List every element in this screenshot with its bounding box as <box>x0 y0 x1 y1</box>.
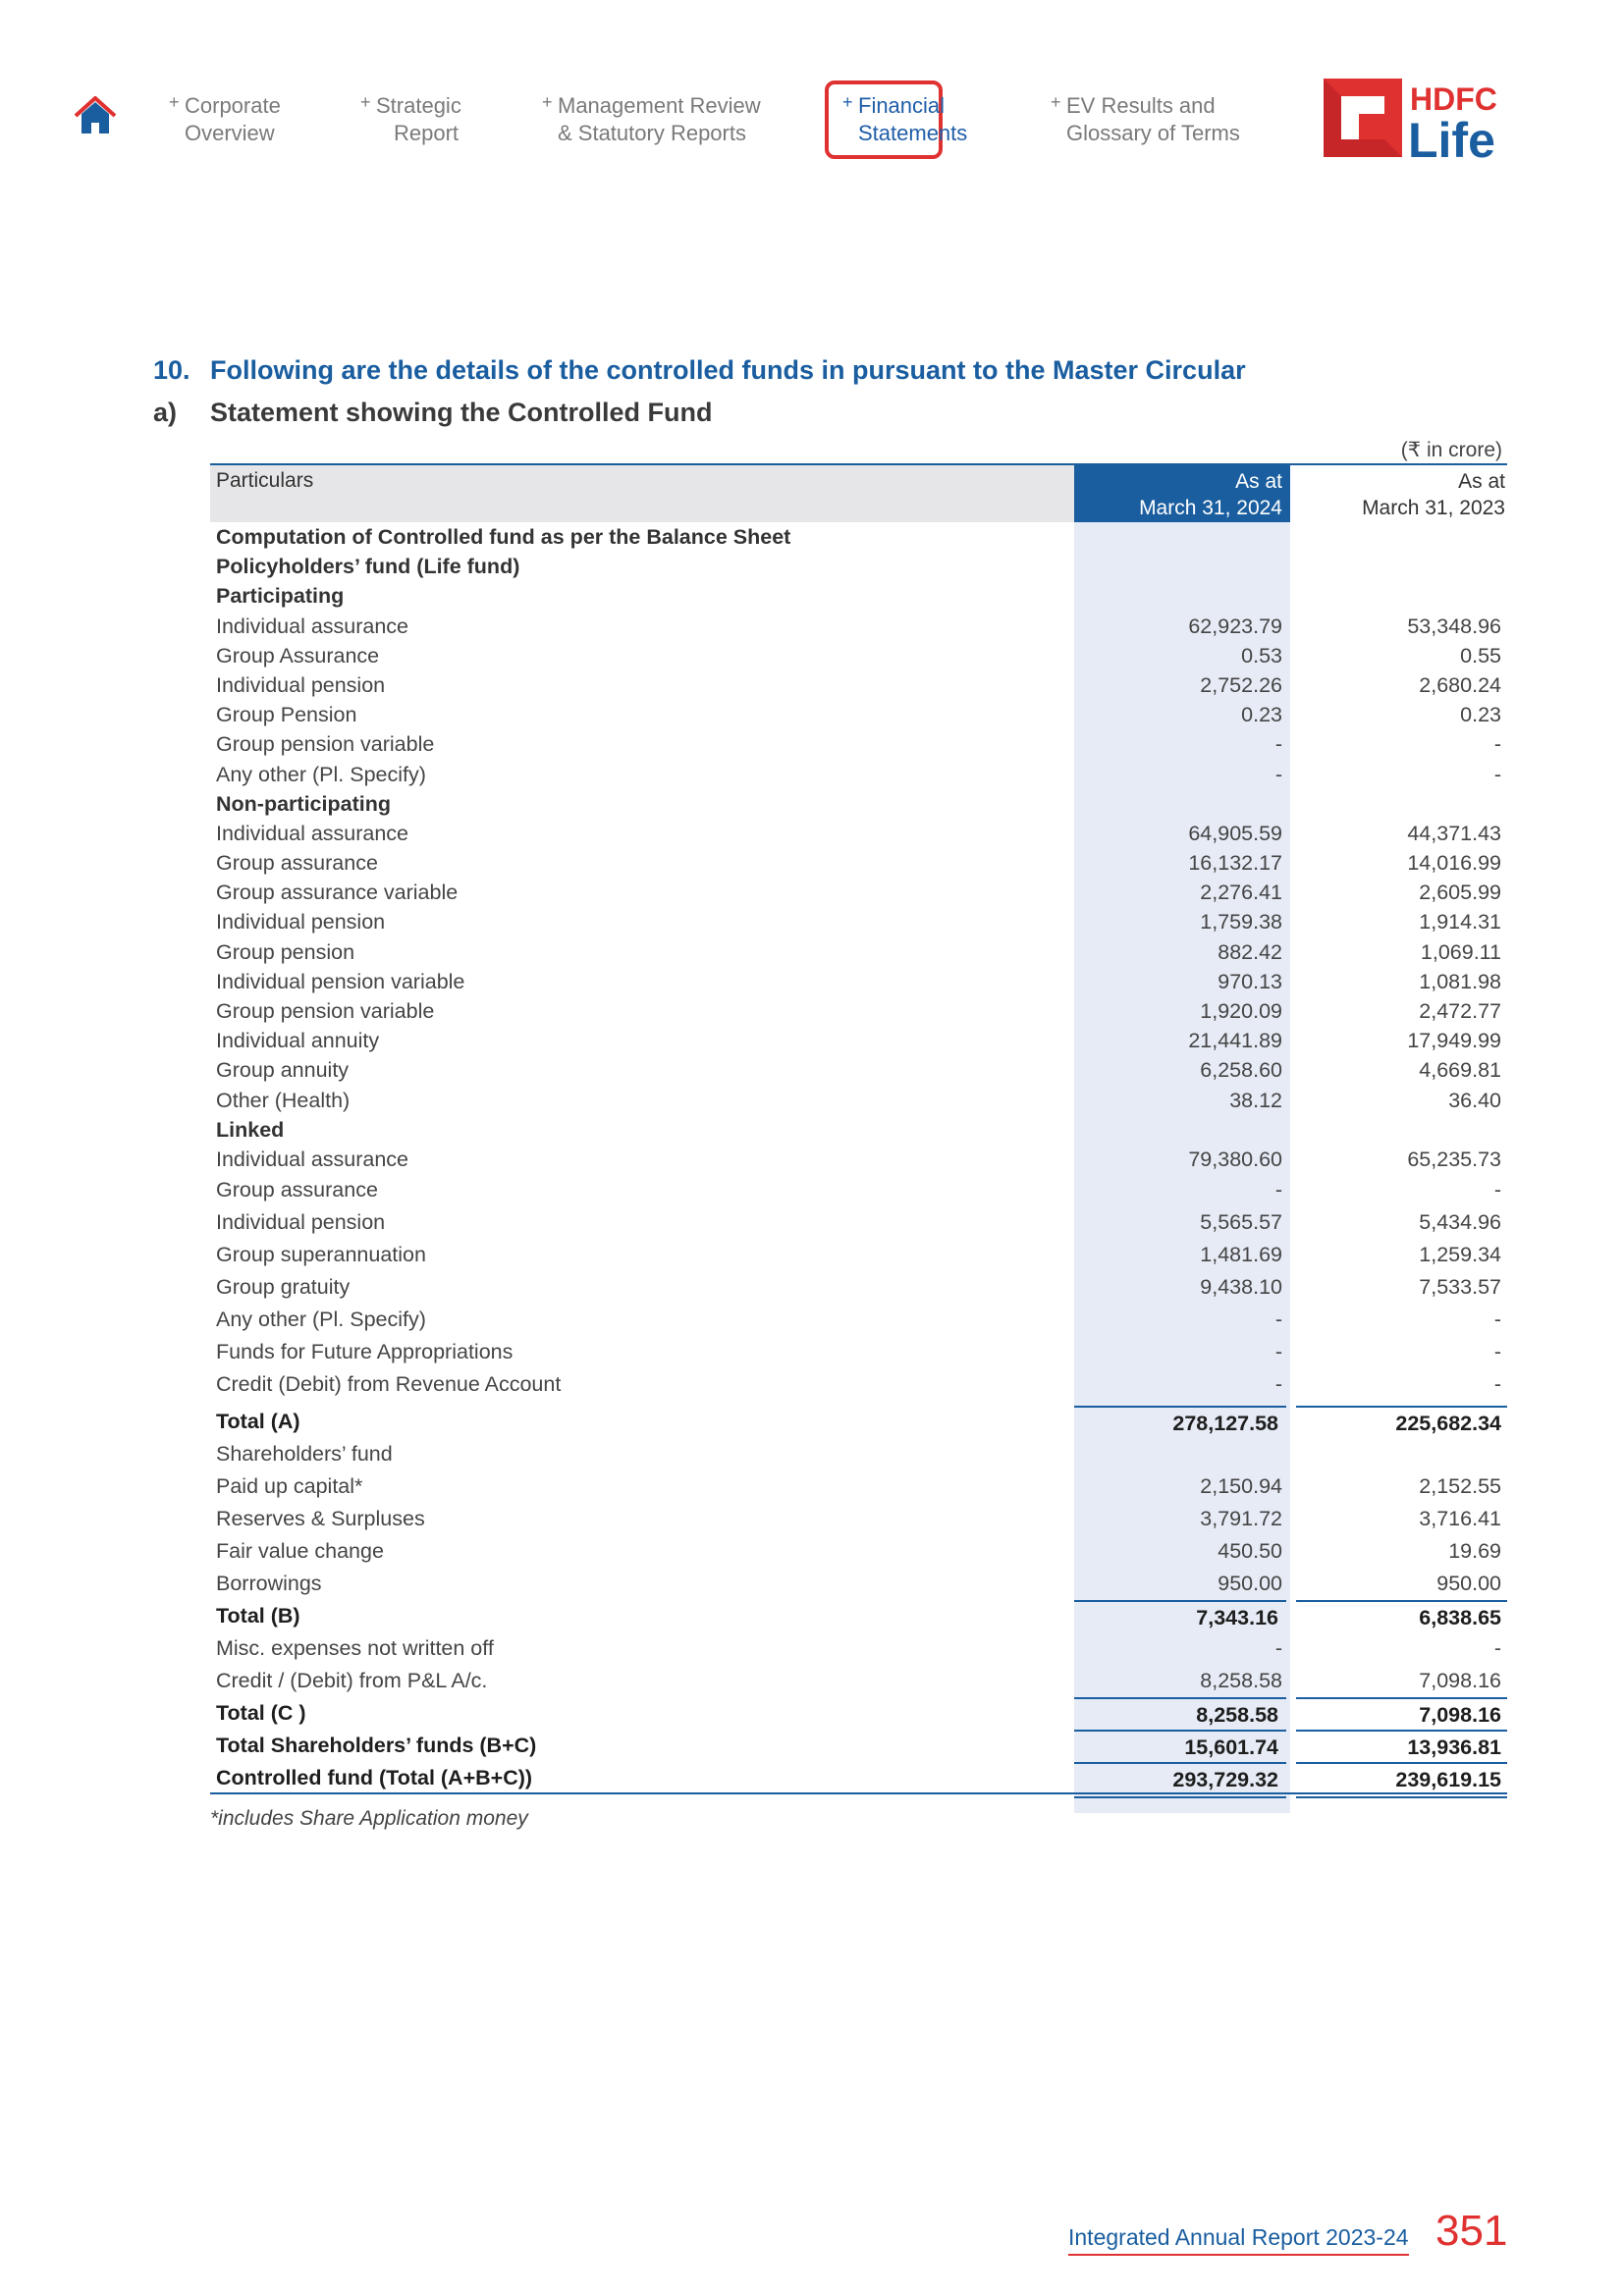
table-row <box>210 1206 1507 1239</box>
value-2023: 13,936.81 <box>1296 1730 1507 1764</box>
row-label: Total Shareholders’ funds (B+C) <box>216 1734 537 1758</box>
table-row <box>210 848 1507 878</box>
value-2024: 0.23 <box>1241 703 1282 727</box>
header-col-2023 <box>1290 465 1507 522</box>
header-col-2023-line1: As at <box>1458 470 1505 493</box>
row-label: Total (A) <box>216 1410 300 1434</box>
value-2024: - <box>1274 1178 1282 1202</box>
plus-icon: + <box>542 92 553 112</box>
table-body <box>210 522 1507 1794</box>
row-label: Group pension variable <box>216 732 435 757</box>
value-2024: - <box>1274 1372 1282 1397</box>
table-row <box>210 878 1507 907</box>
header-col-2024-line2: March 31, 2024 <box>1139 497 1282 519</box>
row-label: Group pension variable <box>216 999 435 1023</box>
row-label: Fair value change <box>216 1539 384 1564</box>
nav-label: Corporate <box>185 93 281 118</box>
table-row <box>210 760 1507 789</box>
value-2024: - <box>1274 1308 1282 1332</box>
value-2023: 14,016.99 <box>1407 851 1501 876</box>
table-row <box>210 1632 1507 1665</box>
nav-corporate-overview[interactable] <box>169 92 281 147</box>
table-row <box>210 581 1507 611</box>
row-label: Group Assurance <box>216 643 380 667</box>
value-2023: - <box>1493 1308 1501 1332</box>
row-label: Individual assurance <box>216 1147 409 1171</box>
value-2023: 225,682.34 <box>1296 1406 1507 1440</box>
table-row <box>210 1665 1507 1697</box>
nav-label: Report <box>394 121 460 145</box>
row-label: Group assurance <box>216 851 378 876</box>
row-label: Individual pension variable <box>216 969 465 993</box>
logo-text-bottom: Life <box>1408 113 1495 165</box>
value-2024: 62,923.79 <box>1188 614 1282 638</box>
value-2023: 7,098.16 <box>1296 1697 1507 1732</box>
row-label: Any other (Pl. Specify) <box>216 1308 426 1332</box>
value-2024: 64,905.59 <box>1188 821 1282 845</box>
value-2023: 2,152.55 <box>1419 1474 1501 1499</box>
nav-label: & Statutory Reports <box>558 121 746 145</box>
value-2023: 3,716.41 <box>1419 1507 1501 1531</box>
value-2023: - <box>1493 732 1501 757</box>
nav-label: EV Results and <box>1066 93 1216 118</box>
row-label: Other (Health) <box>216 1088 351 1112</box>
table-row <box>210 1145 1507 1174</box>
row-label: Computation of Controlled fund as per the Balance Sheet <box>216 525 791 549</box>
value-2023: - <box>1493 762 1501 786</box>
value-2023: 0.23 <box>1460 703 1501 727</box>
logo-text-top: HDFC <box>1410 81 1497 117</box>
value-2024: 293,729.32 <box>1074 1762 1286 1798</box>
value-2023: - <box>1493 1340 1501 1364</box>
value-2024: 9,438.10 <box>1200 1275 1282 1300</box>
nav-strategic-report[interactable] <box>360 92 461 147</box>
value-2023: 6,838.65 <box>1296 1600 1507 1634</box>
table-row <box>210 967 1507 996</box>
value-2023: 2,605.99 <box>1419 881 1501 905</box>
value-2023: - <box>1493 1178 1501 1202</box>
header-col-2023-line2: March 31, 2023 <box>1362 497 1505 519</box>
value-2024: - <box>1274 1340 1282 1364</box>
row-label: Participating <box>216 584 345 609</box>
row-label: Paid up capital* <box>216 1474 363 1499</box>
value-2023: 1,081.98 <box>1419 969 1501 993</box>
value-2023: 2,680.24 <box>1419 672 1501 697</box>
value-2024: 21,441.89 <box>1188 1029 1282 1053</box>
row-label: Group pension <box>216 939 355 964</box>
value-2024: 950.00 <box>1218 1572 1282 1596</box>
table-row <box>210 552 1507 581</box>
row-label: Credit (Debit) from Revenue Account <box>216 1372 562 1397</box>
table-row <box>210 522 1507 552</box>
value-2024: 79,380.60 <box>1188 1147 1282 1171</box>
table-row <box>210 907 1507 936</box>
value-2024: 8,258.58 <box>1074 1697 1286 1732</box>
table-row <box>210 1697 1507 1730</box>
report-title: Integrated Annual Report 2023-24 <box>1068 2224 1409 2256</box>
nav-financial-statements[interactable] <box>842 92 968 147</box>
table-row <box>210 1304 1507 1336</box>
top-navigation <box>0 79 1624 177</box>
value-2024: - <box>1274 732 1282 757</box>
value-2023: 17,949.99 <box>1407 1029 1501 1053</box>
row-label: Group superannuation <box>216 1243 426 1267</box>
table-row <box>210 729 1507 759</box>
row-label: Controlled fund (Total (A+B+C)) <box>216 1766 533 1790</box>
plus-icon: + <box>360 92 371 112</box>
value-2024: 970.13 <box>1218 969 1282 993</box>
value-2023: 1,069.11 <box>1420 939 1501 964</box>
row-label: Linked <box>216 1117 285 1142</box>
table-row <box>210 1368 1507 1406</box>
row-label: Group assurance <box>216 1178 378 1202</box>
nav-label: Glossary of Terms <box>1066 121 1240 145</box>
value-2024: 8,258.58 <box>1200 1669 1282 1693</box>
section-heading <box>153 355 1246 386</box>
table-row <box>210 641 1507 670</box>
row-label: Total (B) <box>216 1604 300 1629</box>
nav-label: Strategic <box>376 93 461 118</box>
table-row <box>210 937 1507 967</box>
row-label: Total (C ) <box>216 1701 306 1726</box>
value-2024: - <box>1274 1636 1282 1661</box>
row-label: Group assurance variable <box>216 881 459 905</box>
row-label: Funds for Future Appropriations <box>216 1340 514 1364</box>
value-2024: 2,150.94 <box>1200 1474 1282 1499</box>
row-label: Individual pension <box>216 672 386 697</box>
row-label: Any other (Pl. Specify) <box>216 762 426 786</box>
value-2024: 1,920.09 <box>1200 999 1282 1023</box>
currency-unit: (₹ in crore) <box>1400 439 1502 461</box>
plus-icon: + <box>842 92 853 112</box>
table-row <box>210 1271 1507 1304</box>
value-2023: 1,259.34 <box>1419 1243 1501 1267</box>
value-2024: 38.12 <box>1229 1088 1282 1112</box>
value-2023: 19.69 <box>1448 1539 1501 1564</box>
value-2024: 7,343.16 <box>1074 1600 1286 1634</box>
header-col-2024 <box>1074 465 1290 522</box>
row-label: Credit / (Debit) from P&L A/c. <box>216 1669 488 1693</box>
row-label: Group Pension <box>216 703 357 727</box>
table-row <box>210 996 1507 1026</box>
value-2023: 53,348.96 <box>1407 614 1501 638</box>
table-row <box>210 1503 1507 1535</box>
value-2024: 0.53 <box>1241 643 1282 667</box>
table-row <box>210 1026 1507 1055</box>
table-row <box>210 670 1507 700</box>
value-2024: 3,791.72 <box>1200 1507 1282 1531</box>
table-row <box>210 819 1507 848</box>
nav-management-review[interactable] <box>542 92 761 147</box>
nav-label: Statements <box>858 121 968 145</box>
header-particulars: Particulars <box>210 465 1074 522</box>
table-row <box>210 1055 1507 1085</box>
row-label: Individual assurance <box>216 614 409 638</box>
nav-label: Financial <box>858 93 946 118</box>
subsection-title: Statement showing the Controlled Fund <box>210 398 713 427</box>
value-2023: - <box>1493 1372 1501 1397</box>
home-icon[interactable] <box>73 94 118 137</box>
row-label: Misc. expenses not written off <box>216 1636 494 1661</box>
row-label: Borrowings <box>216 1572 322 1596</box>
table-row <box>210 612 1507 641</box>
subsection-heading <box>153 398 712 428</box>
value-2023: 7,098.16 <box>1419 1669 1501 1693</box>
table-row <box>210 1568 1507 1600</box>
value-2024: 2,752.26 <box>1200 672 1282 697</box>
table-row <box>210 1438 1507 1470</box>
value-2023: 65,235.73 <box>1407 1147 1501 1171</box>
table-row <box>210 1730 1507 1762</box>
row-label: Individual pension <box>216 910 386 934</box>
plus-icon: + <box>169 92 180 112</box>
table-row <box>210 1174 1507 1206</box>
value-2023: 2,472.77 <box>1419 999 1501 1023</box>
value-2024: - <box>1274 762 1282 786</box>
nav-label: Overview <box>185 121 275 145</box>
table-row <box>210 1115 1507 1145</box>
table-row <box>210 1470 1507 1503</box>
value-2023: 0.55 <box>1460 643 1501 667</box>
section-title: Following are the details of the controlled funds in pursuant to the Master Circular <box>210 355 1246 385</box>
value-2023: 36.40 <box>1448 1088 1501 1112</box>
table-header <box>210 463 1507 522</box>
table-row <box>210 1762 1507 1794</box>
footnote: *includes Share Application money <box>210 1807 528 1830</box>
table-row <box>210 1336 1507 1368</box>
table-row <box>210 1535 1507 1568</box>
row-label: Group gratuity <box>216 1275 351 1300</box>
value-2024: 15,601.74 <box>1074 1730 1286 1764</box>
row-label: Policyholders’ fund (Life fund) <box>216 555 520 579</box>
row-label: Individual pension <box>216 1210 386 1235</box>
table-row <box>210 1239 1507 1271</box>
value-2024: 278,127.58 <box>1074 1406 1286 1440</box>
value-2023: 44,371.43 <box>1407 821 1501 845</box>
nav-ev-results[interactable] <box>1051 92 1240 147</box>
value-2024: 2,276.41 <box>1200 881 1282 905</box>
value-2023: 7,533.57 <box>1419 1275 1501 1300</box>
section-number: 10. <box>153 355 190 385</box>
value-2024: 450.50 <box>1218 1539 1282 1564</box>
value-2023: 5,434.96 <box>1419 1210 1501 1235</box>
value-2023: - <box>1493 1636 1501 1661</box>
row-label: Group annuity <box>216 1058 350 1083</box>
table-row <box>210 789 1507 819</box>
value-2024: 5,565.57 <box>1200 1210 1282 1235</box>
value-2023: 950.00 <box>1436 1572 1501 1596</box>
hdfc-life-logo <box>1324 79 1510 165</box>
row-label: Reserves & Surpluses <box>216 1507 425 1531</box>
value-2023: 239,619.15 <box>1296 1762 1507 1798</box>
row-label: Individual annuity <box>216 1029 380 1053</box>
value-2024: 882.42 <box>1218 939 1282 964</box>
row-label: Non-participating <box>216 791 391 816</box>
value-2023: 4,669.81 <box>1419 1058 1501 1083</box>
value-2024: 1,759.38 <box>1200 910 1282 934</box>
table-row <box>210 1406 1507 1438</box>
value-2024: 1,481.69 <box>1200 1243 1282 1267</box>
value-2024: 16,132.17 <box>1188 851 1282 876</box>
value-2023: 1,914.31 <box>1419 910 1501 934</box>
row-label: Individual assurance <box>216 821 409 845</box>
value-2024: 6,258.60 <box>1200 1058 1282 1083</box>
row-label: Shareholders’ fund <box>216 1442 393 1467</box>
controlled-fund-table <box>210 463 1507 1794</box>
table-row <box>210 700 1507 729</box>
table-row <box>210 1086 1507 1115</box>
subsection-number: a) <box>153 398 178 427</box>
table-row <box>210 1600 1507 1632</box>
header-col-2024-line1: As at <box>1235 470 1282 493</box>
plus-icon: + <box>1051 92 1061 112</box>
page-number: 351 <box>1435 2207 1508 2255</box>
nav-label: Management Review <box>558 93 761 118</box>
